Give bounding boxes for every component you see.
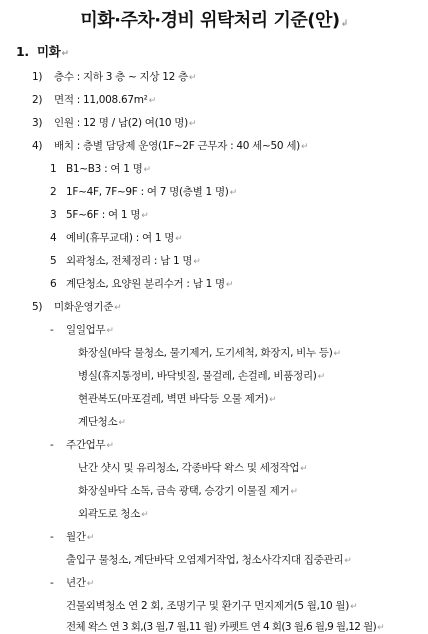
sub-list-item: 5 외곽청소, 전체정리 : 남 1 명 ↵ <box>50 253 201 268</box>
sub-list-item: 1 B1~B3 : 여 1 명 ↵ <box>50 161 151 176</box>
paragraph-mark-icon <box>341 19 348 29</box>
paragraph-mark-icon <box>149 96 156 106</box>
group-line: 화장실바닥 소독, 금속 광택, 승강기 이물질 제거 ↵ <box>78 483 298 498</box>
paragraph-mark-icon <box>118 418 125 428</box>
group-line: 난간 샷시 및 유리청소, 각종바닥 왁스 및 세정작업 ↵ <box>78 460 307 475</box>
paragraph-mark-icon <box>175 234 182 244</box>
list-item: 2) 면적 : 11,008.67m² ↵ <box>32 92 156 107</box>
paragraph-mark-icon <box>141 211 148 221</box>
group-heading: - 월간 ↵ <box>50 529 94 544</box>
paragraph-mark-icon <box>114 303 121 313</box>
list-item: 3) 인원 : 12 명 / 남(2) 여(10 명) ↵ <box>32 115 196 130</box>
paragraph-mark-icon <box>87 533 94 543</box>
paragraph-mark-icon <box>106 326 113 336</box>
paragraph-mark-icon <box>334 349 341 359</box>
sub-list-item: 3 5F~6F : 여 1 명 ↵ <box>50 207 148 222</box>
paragraph-mark-icon <box>189 73 196 83</box>
group-line: 화장실(바닥 물청소, 물기제거, 도기세척, 화장지, 비누 등) ↵ <box>78 345 341 360</box>
paragraph-mark-icon <box>189 119 196 129</box>
section-heading: 1. 미화 ↵ <box>16 42 69 60</box>
list-item: 5) 미화운영기준 ↵ <box>32 299 121 314</box>
group-line: 외곽도로 청소 ↵ <box>78 506 148 521</box>
sub-list-item: 2 1F~4F, 7F~9F : 여 7 명(층별 1 명) ↵ <box>50 184 237 199</box>
paragraph-mark-icon <box>290 487 297 497</box>
list-item: 4) 배치 : 층별 담당제 운영(1F~2F 근무자 : 40 세~50 세) ↵ <box>32 138 308 153</box>
group-line: 건물외벽청소 연 2 회, 조명기구 및 환기구 먼지제거(5 월,10 월) ↵ <box>66 598 357 613</box>
paragraph-mark-icon <box>87 579 94 589</box>
paragraph-mark-icon <box>377 623 384 633</box>
paragraph-mark-icon <box>144 165 151 175</box>
group-line: 전체 왁스 연 3 회,(3 월,7 월,11 월) 카펫트 연 4 회(3 월,6 월,9 월,12 월) ↵ <box>66 619 384 634</box>
group-line: 병실(휴지통정비, 바닥빗질, 물걸레, 손걸레, 비품정리) ↵ <box>78 368 325 383</box>
group-line: 현관복도(마포걸레, 벽면 바닥등 오물 제거) ↵ <box>78 391 276 406</box>
paragraph-mark-icon <box>269 395 276 405</box>
paragraph-mark-icon <box>141 510 148 520</box>
group-heading: - 년간 ↵ <box>50 575 94 590</box>
group-line: 계단청소 ↵ <box>78 414 126 429</box>
paragraph-mark-icon <box>106 441 113 451</box>
paragraph-mark-icon <box>350 602 357 612</box>
sub-list-item: 4 예비(휴무교대) : 여 1 명 ↵ <box>50 230 182 245</box>
group-line: 출입구 물청소, 계단바닥 오염제거작업, 청소사각지대 집중관리 ↵ <box>66 552 351 567</box>
paragraph-mark-icon <box>300 464 307 474</box>
paragraph-mark-icon <box>193 257 200 267</box>
paragraph-mark-icon <box>62 49 69 59</box>
paragraph-mark-icon <box>344 556 351 566</box>
paragraph-mark-icon <box>318 372 325 382</box>
paragraph-mark-icon <box>301 142 308 152</box>
paragraph-mark-icon <box>230 188 237 198</box>
group-heading: - 일일업무 ↵ <box>50 322 114 337</box>
group-heading: - 주간업무 ↵ <box>50 437 114 452</box>
document-title: 미화·주차·경비 위탁처리 기준(안) ↲ <box>0 6 428 32</box>
list-item: 1) 층수 : 지하 3 층 ~ 지상 12 층 ↵ <box>32 69 196 84</box>
sub-list-item: 6 계단청소, 요양원 분리수거 : 남 1 명 ↵ <box>50 276 233 291</box>
paragraph-mark-icon <box>226 280 233 290</box>
